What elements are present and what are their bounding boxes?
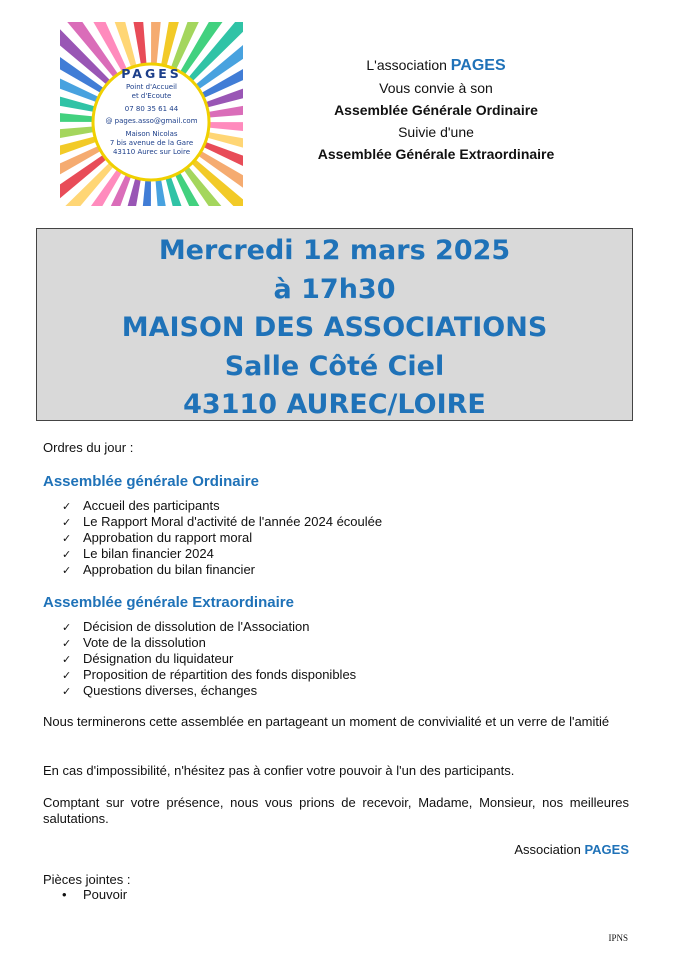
checkmark-icon: ✓ <box>62 500 72 513</box>
checkmark-icon: ✓ <box>62 685 72 698</box>
intro-brand: PAGES <box>450 57 506 74</box>
event-date: Mercredi 12 mars 2025 <box>158 235 511 266</box>
intro-prefix: L'association <box>366 57 447 73</box>
bullet-icon: • <box>62 887 67 902</box>
list-item: ✓ Le Rapport Moral d'activité de l'année 2024 écoulée <box>62 514 383 529</box>
checkmark-icon: ✓ <box>62 637 72 650</box>
event-venue: MAISON DES ASSOCIATIONS <box>121 312 548 343</box>
closing-paragraph-3: Comptant sur votre présence, nous vous prions de recevoir, Madame, Monsieur, nos meilleures salutations. <box>43 795 629 826</box>
list-item: ✓ Approbation du bilan financier <box>62 562 256 577</box>
list-item: ✓ Vote de la dissolution <box>62 635 206 650</box>
intro-line-4: Suivie d'une <box>398 124 474 140</box>
list-item: ✓ Questions diverses, échanges <box>62 683 258 698</box>
logo-line: 7 bis avenue de la Gare <box>109 139 194 147</box>
checkmark-icon: ✓ <box>62 564 72 577</box>
list-item: ✓ Accueil des participants <box>62 498 220 513</box>
intro-block <box>262 54 610 165</box>
signature <box>514 842 629 857</box>
agenda-title: Ordres du jour : <box>43 440 134 455</box>
list-item: ✓ Décision de dissolution de l'Association <box>62 619 310 634</box>
pages-logo <box>60 22 243 206</box>
extraordinary-section-title: Assemblée générale Extraordinaire <box>43 594 294 611</box>
attachment-item: • Pouvoir <box>62 887 128 902</box>
ordinary-agenda-list <box>62 498 382 578</box>
event-city: 43110 AUREC/LOIRE <box>183 389 486 420</box>
ordinary-section-title: Assemblée générale Ordinaire <box>43 473 259 490</box>
checkmark-icon: ✓ <box>62 669 72 682</box>
logo-line: 43110 Aurec sur Loire <box>112 148 191 156</box>
event-room: Salle Côté Ciel <box>224 350 445 382</box>
attachments-title: Pièces jointes : <box>43 872 131 887</box>
logo-line: Point d'Accueil <box>126 83 177 91</box>
list-item: ✓ Proposition de répartition des fonds disponibles <box>62 667 357 682</box>
event-time: à 17h30 <box>273 273 396 305</box>
event-box <box>36 228 633 421</box>
logo-title: PAGES <box>121 66 182 81</box>
logo-line: et d'Ecoute <box>131 92 172 100</box>
checkmark-icon: ✓ <box>62 548 72 561</box>
list-item: ✓ Approbation du rapport moral <box>62 530 253 545</box>
logo-line: Maison Nicolas <box>125 130 178 138</box>
closing-paragraph-1: Nous terminerons cette assemblée en partageant un moment de convivialité et un verre de l'amitié <box>43 714 610 729</box>
ipns-footer: IPNS <box>608 933 628 943</box>
intro-line-3: Assemblée Générale Ordinaire <box>334 102 538 118</box>
checkmark-icon: ✓ <box>62 532 72 545</box>
list-item: ✓ Désignation du liquidateur <box>62 651 234 666</box>
logo-email: @ pages.asso@gmail.com <box>105 117 198 125</box>
intro-line-5: Assemblée Générale Extraordinaire <box>317 146 555 162</box>
signature-brand: PAGES <box>584 842 629 857</box>
intro-line-1 <box>262 54 610 77</box>
logo-phone: 07 80 35 61 44 <box>124 105 179 113</box>
checkmark-icon: ✓ <box>62 653 72 666</box>
checkmark-icon: ✓ <box>62 516 72 529</box>
checkmark-icon: ✓ <box>62 621 72 634</box>
signature-prefix: Association <box>514 842 581 857</box>
list-item: ✓ Le bilan financier 2024 <box>62 546 214 561</box>
intro-line-2: Vous convie à son <box>379 80 493 96</box>
closing-paragraph-2: En cas d'impossibilité, n'hésitez pas à confier votre pouvoir à l'un des participants. <box>43 763 515 778</box>
extraordinary-agenda-list <box>62 619 356 699</box>
